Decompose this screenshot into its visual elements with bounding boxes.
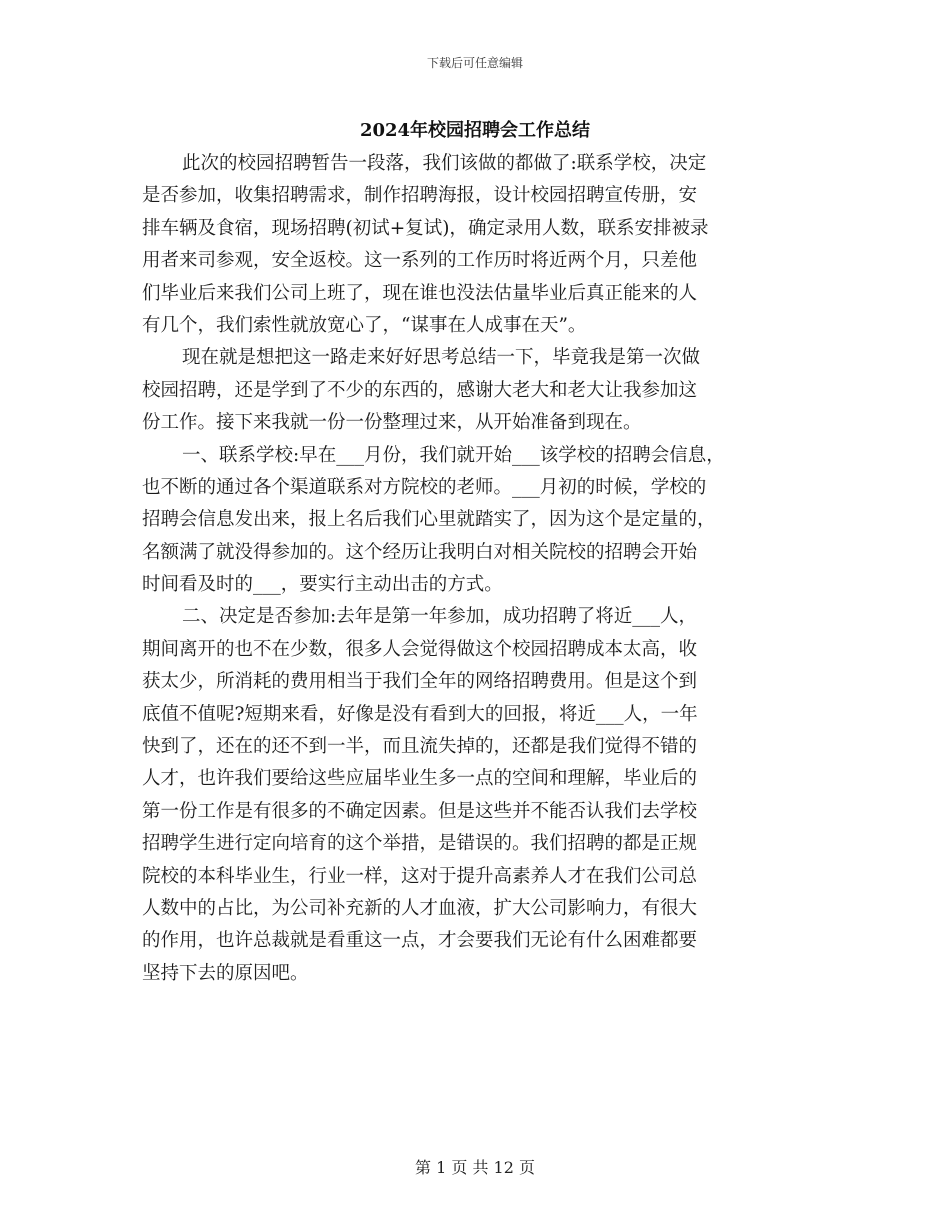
paragraph-line: 校园招聘，还是学到了不少的东西的，感谢大老大和老大让我参加这 [142, 379, 698, 401]
paragraph-line: 人数中的占比，为公司补充新的人才血液，扩大公司影响力，有很大 [142, 897, 698, 919]
document-body [142, 148, 822, 990]
paragraph-line: 二、决定是否参加:去年是第一年参加，成功招聘了将近___人， [182, 606, 697, 628]
paragraph-line: 院校的本科毕业生，行业一样，这对于提升高素养人才在我们公司总 [142, 865, 698, 887]
paragraph-line: 获太少，所消耗的费用相当于我们全年的网络招聘费用。但是这个到 [142, 671, 698, 693]
paragraph-line: 排车辆及食宿，现场招聘(初试+复试)，确定录用人数，联系安排被录 [142, 217, 709, 239]
paragraph-line: 人才，也许我们要给这些应届毕业生多一点的空间和理解，毕业后的 [142, 768, 698, 790]
paragraph-line: 招聘会信息发出来，报上名后我们心里就踏实了，因为这个是定量的， [142, 509, 716, 531]
paragraph-line: 第一份工作是有很多的不确定因素。但是这些并不能否认我们去学校 [142, 800, 698, 822]
paragraph-line: 底值不值呢?短期来看，好像是没有看到大的回报，将近___人，一年 [142, 703, 698, 725]
page-number: 第 1 页 共 12 页 [415, 1158, 535, 1177]
paragraph-line: 一、联系学校:早在___月份，我们就开始___该学校的招聘会信息， [182, 444, 725, 466]
paragraph-line: 现在就是想把这一路走来好好思考总结一下，毕竟我是第一次做 [182, 347, 701, 369]
document-title: 2024年校园招聘会工作总结 [359, 120, 591, 141]
paragraph-line: 也不断的通过各个渠道联系对方院校的老师。___月初的时候，学校的 [142, 476, 707, 498]
paragraph-line: 坚持下去的原因吧。 [142, 962, 309, 984]
paragraph-line: 此次的校园招聘暂告一段落，我们该做的都做了:联系学校，决定 [182, 153, 707, 174]
paragraph-line: 份工作。接下来我就一份一份整理过来，从开始准备到现在。 [142, 412, 642, 434]
paragraph-line: 期间离开的也不在少数，很多人会觉得做这个校园招聘成本太高，收 [142, 638, 698, 660]
paragraph-line: 用者来司参观，安全返校。这一系列的工作历时将近两个月，只差他 [142, 250, 698, 272]
paragraph-line: 招聘学生进行定向培育的这个举措，是错误的。我们招聘的都是正规 [142, 833, 698, 855]
paragraph-line: 们毕业后来我们公司上班了，现在谁也没法估量毕业后真正能来的人 [142, 282, 698, 304]
paragraph-line: 是否参加，收集招聘需求，制作招聘海报，设计校园招聘宣传册，安 [142, 185, 698, 207]
paragraph-line: 时间看及时的___，要实行主动出击的方式。 [142, 574, 503, 596]
paragraph-line: 快到了，还在的还不到一半，而且流失掉的，还都是我们觉得不错的 [142, 736, 698, 758]
paragraph-line: 的作用，也许总裁就是看重这一点，才会要我们无论有什么困难都要 [142, 930, 698, 952]
header-note: 下载后可任意编辑 [426, 56, 523, 70]
paragraph-line: 有几个，我们索性就放宽心了，“谋事在人成事在天”。 [142, 314, 587, 336]
paragraph-line: 名额满了就没得参加的。这个经历让我明白对相关院校的招聘会开始 [142, 541, 698, 563]
